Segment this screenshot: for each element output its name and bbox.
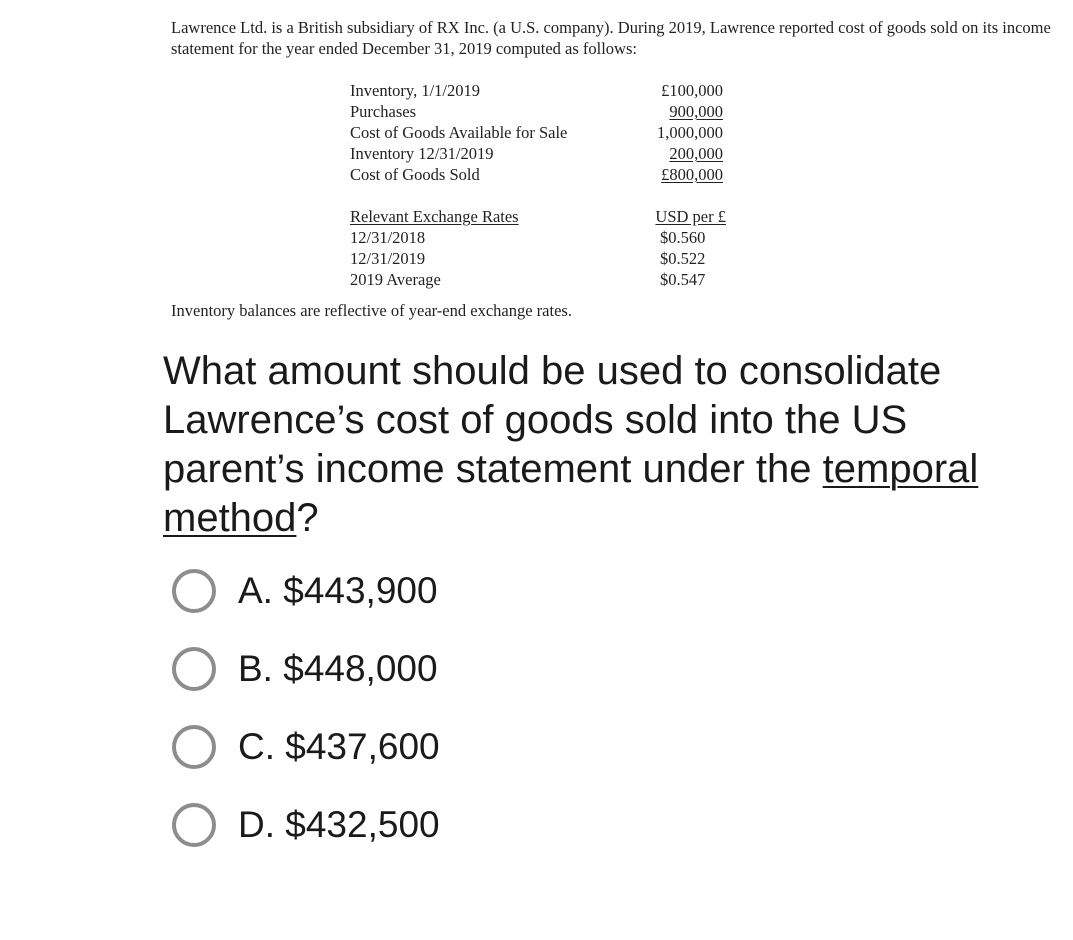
cogs-row: [350, 101, 730, 122]
rates-header-value: USD per £: [655, 207, 726, 226]
cogs-row-amount: 900,000: [669, 102, 723, 121]
inventory-note: Inventory balances are reflective of year-end exchange rates.: [171, 301, 572, 320]
radio-button[interactable]: [172, 569, 216, 613]
cogs-row-amount: £800,000: [661, 165, 723, 184]
answer-option-label: D. $432,500: [238, 804, 440, 845]
cogs-row-label: Cost of Goods Sold: [350, 165, 480, 184]
cogs-row-amount: 1,000,000: [657, 123, 723, 142]
question-text-main: What amount should be used to consolidate Lawrence’s cost of goods sold into the US parent’s income statement under the: [163, 349, 942, 491]
cogs-row-label: Cost of Goods Available for Sale: [350, 123, 568, 142]
question-text: [163, 347, 1043, 543]
answer-option-a[interactable]: [172, 569, 492, 621]
radio-button[interactable]: [172, 647, 216, 691]
problem-intro: Lawrence Ltd. is a British subsidiary of RX Inc. (a U.S. company). During 2019, Lawrence reported cost of goods sold on its income statement for the year ended December 31, 2019 computed as follows:: [171, 18, 1051, 58]
cogs-row-amount: £100,000: [661, 81, 723, 100]
rates-header-label: Relevant Exchange Rates: [350, 207, 519, 226]
cogs-row: [350, 164, 730, 185]
rates-header: [350, 206, 730, 227]
cogs-row-label: Inventory 12/31/2019: [350, 144, 494, 163]
question-text-end: ?: [296, 496, 319, 540]
answer-option-label: A. $443,900: [238, 570, 438, 611]
rates-row-date: 2019 Average: [350, 270, 441, 289]
rates-row-rate: $0.560: [660, 228, 706, 247]
cogs-row-amount: 200,000: [669, 144, 723, 163]
cogs-row-label: Purchases: [350, 102, 416, 121]
answer-option-c[interactable]: [172, 725, 492, 777]
rates-row-rate: $0.547: [660, 270, 706, 289]
rates-row-rate: $0.522: [660, 249, 706, 268]
cogs-row: [350, 122, 730, 143]
rates-row: [350, 269, 730, 290]
cogs-row: [350, 143, 730, 164]
answer-option-label: B. $448,000: [238, 648, 438, 689]
rates-row: [350, 248, 730, 269]
radio-button[interactable]: [172, 803, 216, 847]
answer-option-label: C. $437,600: [238, 726, 440, 767]
radio-button[interactable]: [172, 725, 216, 769]
cogs-row: [350, 80, 730, 101]
rates-row-date: 12/31/2018: [350, 228, 426, 247]
rates-row: [350, 227, 730, 248]
cogs-row-label: Inventory, 1/1/2019: [350, 81, 480, 100]
rates-row-date: 12/31/2019: [350, 249, 426, 268]
answer-option-b[interactable]: [172, 647, 492, 699]
answer-option-d[interactable]: [172, 803, 492, 855]
question-text-emphasis: temporal method: [163, 447, 979, 540]
